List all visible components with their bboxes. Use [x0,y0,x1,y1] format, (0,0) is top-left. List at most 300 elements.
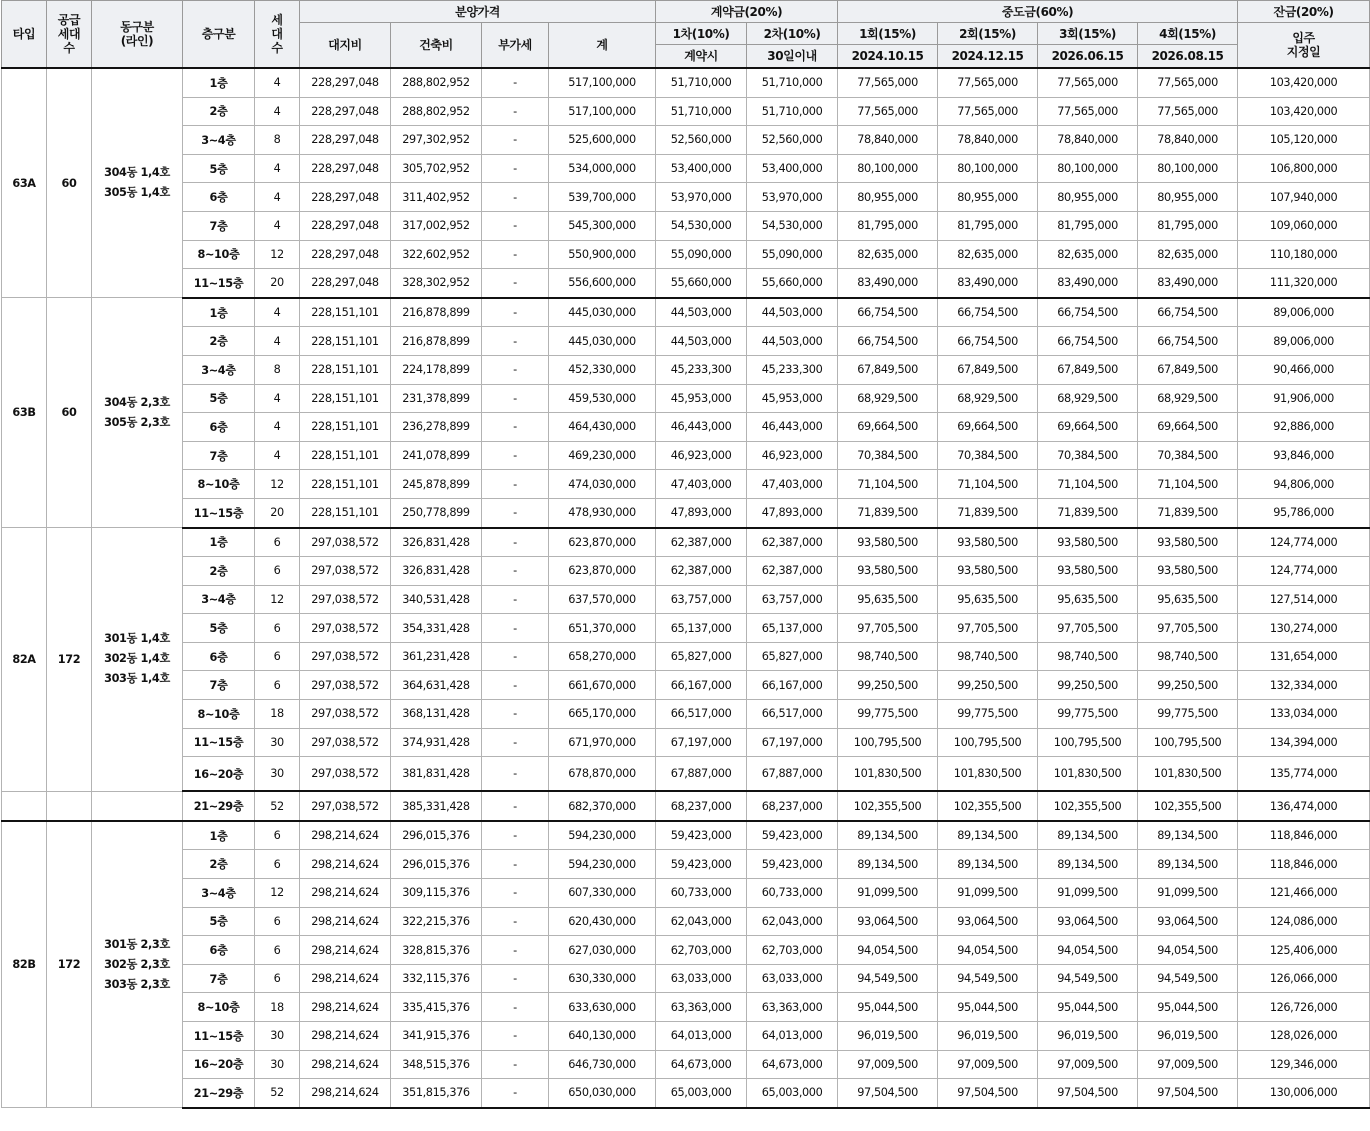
floor-cell: 1층 [183,68,255,97]
total-cell: 445,030,000 [549,298,656,327]
header-vat: 부가세 [482,23,549,69]
contract1-cell: 60,733,000 [656,879,747,908]
balance-cell: 90,466,000 [1238,355,1370,384]
contract1-cell: 44,503,000 [656,298,747,327]
total-cell: 678,870,000 [549,757,656,792]
middle1-cell: 67,849,500 [838,355,938,384]
floor-cell: 11~15층 [183,498,255,527]
contract1-cell: 47,403,000 [656,470,747,499]
middle3-cell: 98,740,500 [1038,642,1138,671]
middle3-cell: 99,250,500 [1038,671,1138,700]
vat-cell: - [482,700,549,729]
middle1-cell: 93,580,500 [838,557,938,586]
contract1-cell: 63,363,000 [656,993,747,1022]
units-cell: 8 [255,355,300,384]
total-cell: 550,900,000 [549,240,656,269]
middle2-cell: 101,830,500 [938,757,1038,792]
contract1-cell: 53,970,000 [656,183,747,212]
middle3-cell: 94,549,500 [1038,964,1138,993]
balance-cell: 133,034,000 [1238,700,1370,729]
contract1-cell: 59,423,000 [656,850,747,879]
middle4-cell: 89,134,500 [1138,821,1238,850]
middle3-cell: 89,134,500 [1038,821,1138,850]
type-cell: 63A [2,68,47,298]
contract2-cell: 65,003,000 [747,1079,838,1108]
building-cell: 241,078,899 [391,441,482,470]
total-cell: 474,030,000 [549,470,656,499]
vat-cell: - [482,585,549,614]
header-building: 건축비 [391,23,482,69]
building-cell: 361,231,428 [391,642,482,671]
middle1-cell: 77,565,000 [838,97,938,126]
land-cell: 298,214,624 [300,993,391,1022]
units-cell: 6 [255,557,300,586]
total-cell: 630,330,000 [549,964,656,993]
middle2-cell: 69,664,500 [938,413,1038,442]
middle1-cell: 71,839,500 [838,498,938,527]
middle3-cell: 66,754,500 [1038,327,1138,356]
units-cell: 20 [255,269,300,298]
contract1-cell: 68,237,000 [656,791,747,821]
vat-cell: - [482,126,549,155]
contract2-cell: 45,233,300 [747,355,838,384]
middle3-cell: 95,635,500 [1038,585,1138,614]
vat-cell: - [482,879,549,908]
building-cell: 288,802,952 [391,68,482,97]
table-row [2,614,1370,643]
middle2-cell: 89,134,500 [938,821,1038,850]
header-total: 계 [549,23,656,69]
total-cell: 517,100,000 [549,97,656,126]
price-table [1,0,1370,1109]
middle4-cell: 67,849,500 [1138,355,1238,384]
table-row [2,585,1370,614]
contract2-cell: 45,953,000 [747,384,838,413]
balance-cell: 106,800,000 [1238,154,1370,183]
contract2-cell: 67,887,000 [747,757,838,792]
header-middle4-date: 2026.08.15 [1138,45,1238,69]
table-row [2,413,1370,442]
contract1-cell: 55,090,000 [656,240,747,269]
units-cell: 12 [255,879,300,908]
middle2-cell: 71,839,500 [938,498,1038,527]
middle4-cell: 80,955,000 [1138,183,1238,212]
middle3-cell: 68,929,500 [1038,384,1138,413]
header-middle4: 4회(15%) [1138,23,1238,45]
vat-cell: - [482,528,549,557]
middle4-cell: 77,565,000 [1138,68,1238,97]
middle1-cell: 101,830,500 [838,757,938,792]
balance-cell: 95,786,000 [1238,498,1370,527]
table-row [2,728,1370,757]
floor-cell: 6층 [183,183,255,212]
middle4-cell: 77,565,000 [1138,97,1238,126]
floor-cell: 1층 [183,298,255,327]
units-cell: 4 [255,154,300,183]
contract1-cell: 54,530,000 [656,211,747,240]
middle2-cell: 67,849,500 [938,355,1038,384]
middle1-cell: 80,100,000 [838,154,938,183]
land-cell: 297,038,572 [300,671,391,700]
total-cell: 637,570,000 [549,585,656,614]
total-cell: 682,370,000 [549,791,656,821]
middle2-cell: 93,580,500 [938,557,1038,586]
balance-cell: 125,406,000 [1238,936,1370,965]
middle1-cell: 77,565,000 [838,68,938,97]
middle2-cell: 97,009,500 [938,1050,1038,1079]
land-cell: 228,151,101 [300,498,391,527]
total-cell: 594,230,000 [549,850,656,879]
units-cell: 4 [255,97,300,126]
units-cell: 8 [255,126,300,155]
middle4-cell: 97,705,500 [1138,614,1238,643]
header-middle1: 1회(15%) [838,23,938,45]
middle1-cell: 81,795,000 [838,211,938,240]
table-row [2,97,1370,126]
middle3-cell: 89,134,500 [1038,850,1138,879]
units-cell: 6 [255,671,300,700]
total-cell: 594,230,000 [549,821,656,850]
land-cell: 298,214,624 [300,821,391,850]
table-row [2,700,1370,729]
total-cell: 620,430,000 [549,907,656,936]
middle3-cell: 100,795,500 [1038,728,1138,757]
balance-cell: 91,906,000 [1238,384,1370,413]
units-cell: 30 [255,728,300,757]
balance-cell: 135,774,000 [1238,757,1370,792]
contract1-cell: 64,013,000 [656,1022,747,1051]
vat-cell: - [482,850,549,879]
land-cell: 228,297,048 [300,154,391,183]
land-cell: 297,038,572 [300,642,391,671]
middle3-cell: 82,635,000 [1038,240,1138,269]
contract1-cell: 45,233,300 [656,355,747,384]
units-cell: 6 [255,642,300,671]
supply-cell: 172 [47,821,92,1108]
building-cell: 354,331,428 [391,614,482,643]
units-cell: 4 [255,298,300,327]
land-cell: 298,214,624 [300,879,391,908]
vat-cell: - [482,183,549,212]
floor-cell: 16~20층 [183,757,255,792]
vat-cell: - [482,614,549,643]
contract1-cell: 44,503,000 [656,327,747,356]
header-middle2-date: 2024.12.15 [938,45,1038,69]
building-cell: 364,631,428 [391,671,482,700]
balance-cell: 118,846,000 [1238,850,1370,879]
middle2-cell: 99,250,500 [938,671,1038,700]
middle1-cell: 95,635,500 [838,585,938,614]
contract2-cell: 53,400,000 [747,154,838,183]
contract2-cell: 64,013,000 [747,1022,838,1051]
table-row [2,68,1370,97]
building-cell: 216,878,899 [391,298,482,327]
middle2-cell: 102,355,500 [938,791,1038,821]
middle1-cell: 94,054,500 [838,936,938,965]
contract2-cell: 53,970,000 [747,183,838,212]
balance-cell: 134,394,000 [1238,728,1370,757]
contract2-cell: 55,660,000 [747,269,838,298]
floor-cell: 7층 [183,671,255,700]
middle4-cell: 89,134,500 [1138,850,1238,879]
type-cell: 63B [2,298,47,528]
middle3-cell: 71,104,500 [1038,470,1138,499]
contract2-cell: 64,673,000 [747,1050,838,1079]
middle3-cell: 80,955,000 [1038,183,1138,212]
balance-cell: 109,060,000 [1238,211,1370,240]
total-cell: 445,030,000 [549,327,656,356]
middle1-cell: 95,044,500 [838,993,938,1022]
contract2-cell: 68,237,000 [747,791,838,821]
contract2-cell: 62,703,000 [747,936,838,965]
middle1-cell: 93,580,500 [838,528,938,557]
land-cell: 297,038,572 [300,557,391,586]
building-cell: 385,331,428 [391,791,482,821]
header-price-group: 분양가격 [300,1,656,23]
middle1-cell: 98,740,500 [838,642,938,671]
units-cell: 6 [255,614,300,643]
contract2-cell: 65,137,000 [747,614,838,643]
contract1-cell: 67,197,000 [656,728,747,757]
vat-cell: - [482,68,549,97]
middle4-cell: 101,830,500 [1138,757,1238,792]
total-cell: 651,370,000 [549,614,656,643]
middle2-cell: 83,490,000 [938,269,1038,298]
contract2-cell: 51,710,000 [747,97,838,126]
middle2-cell: 80,100,000 [938,154,1038,183]
middle1-cell: 68,929,500 [838,384,938,413]
vat-cell: - [482,1079,549,1108]
middle4-cell: 97,504,500 [1138,1079,1238,1108]
land-cell: 298,214,624 [300,1079,391,1108]
middle4-cell: 97,009,500 [1138,1050,1238,1079]
middle3-cell: 96,019,500 [1038,1022,1138,1051]
middle4-cell: 68,929,500 [1138,384,1238,413]
total-cell: 671,970,000 [549,728,656,757]
middle1-cell: 97,009,500 [838,1050,938,1079]
units-cell: 30 [255,1050,300,1079]
middle1-cell: 94,549,500 [838,964,938,993]
middle2-cell: 77,565,000 [938,68,1038,97]
middle2-cell: 94,549,500 [938,964,1038,993]
units-cell: 18 [255,993,300,1022]
land-cell: 228,151,101 [300,441,391,470]
vat-cell: - [482,728,549,757]
middle4-cell: 78,840,000 [1138,126,1238,155]
floor-cell: 21~29층 [183,791,255,821]
middle4-cell: 99,775,500 [1138,700,1238,729]
middle3-cell: 94,054,500 [1038,936,1138,965]
floor-cell: 5층 [183,907,255,936]
header-balance-when: 입주 지정일 [1238,23,1370,69]
middle3-cell: 81,795,000 [1038,211,1138,240]
land-cell: 297,038,572 [300,614,391,643]
middle4-cell: 98,740,500 [1138,642,1238,671]
contract2-cell: 44,503,000 [747,298,838,327]
table-row [2,327,1370,356]
building-cell: 326,831,428 [391,557,482,586]
building-cell: 296,015,376 [391,821,482,850]
land-cell: 298,214,624 [300,1022,391,1051]
vat-cell: - [482,327,549,356]
middle2-cell: 66,754,500 [938,298,1038,327]
vat-cell: - [482,671,549,700]
land-cell: 297,038,572 [300,585,391,614]
total-cell: 627,030,000 [549,936,656,965]
middle2-cell: 97,504,500 [938,1079,1038,1108]
contract1-cell: 52,560,000 [656,126,747,155]
balance-cell: 121,466,000 [1238,879,1370,908]
floor-cell: 1층 [183,528,255,557]
middle1-cell: 97,504,500 [838,1079,938,1108]
line-cell [92,791,183,821]
middle3-cell: 80,100,000 [1038,154,1138,183]
contract2-cell: 46,923,000 [747,441,838,470]
middle2-cell: 70,384,500 [938,441,1038,470]
table-row [2,441,1370,470]
header-contract-group: 계약금(20%) [656,1,838,23]
contract2-cell: 65,827,000 [747,642,838,671]
building-cell: 296,015,376 [391,850,482,879]
contract1-cell: 65,137,000 [656,614,747,643]
contract2-cell: 55,090,000 [747,240,838,269]
units-cell: 20 [255,498,300,527]
table-row [2,907,1370,936]
building-cell: 326,831,428 [391,528,482,557]
table-row [2,1022,1370,1051]
building-cell: 340,531,428 [391,585,482,614]
building-cell: 236,278,899 [391,413,482,442]
table-row [2,850,1370,879]
supply-cell: 172 [47,528,92,792]
floor-cell: 3~4층 [183,355,255,384]
total-cell: 459,530,000 [549,384,656,413]
table-row [2,757,1370,792]
line-cell: 301동 1,4호 302동 1,4호 303동 1,4호 [92,528,183,792]
table-body [2,68,1370,1108]
balance-cell: 132,334,000 [1238,671,1370,700]
table-header [2,1,1370,69]
type-cell: 82B [2,821,47,1108]
middle1-cell: 102,355,500 [838,791,938,821]
table-row [2,498,1370,527]
vat-cell: - [482,757,549,792]
header-middle3: 3회(15%) [1038,23,1138,45]
total-cell: 478,930,000 [549,498,656,527]
units-cell: 30 [255,1022,300,1051]
units-cell: 52 [255,1079,300,1108]
land-cell: 228,151,101 [300,355,391,384]
middle2-cell: 78,840,000 [938,126,1038,155]
vat-cell: - [482,1022,549,1051]
line-cell: 304동 2,3호 305동 2,3호 [92,298,183,528]
header-middle1-date: 2024.10.15 [838,45,938,69]
balance-cell: 124,086,000 [1238,907,1370,936]
land-cell: 228,151,101 [300,298,391,327]
balance-cell: 128,026,000 [1238,1022,1370,1051]
contract2-cell: 44,503,000 [747,327,838,356]
contract2-cell: 46,443,000 [747,413,838,442]
middle2-cell: 95,635,500 [938,585,1038,614]
contract1-cell: 51,710,000 [656,97,747,126]
contract1-cell: 62,387,000 [656,557,747,586]
vat-cell: - [482,154,549,183]
header-middle2: 2회(15%) [938,23,1038,45]
contract1-cell: 62,703,000 [656,936,747,965]
balance-cell: 127,514,000 [1238,585,1370,614]
building-cell: 381,831,428 [391,757,482,792]
header-floor: 층구분 [183,1,255,69]
balance-cell: 136,474,000 [1238,791,1370,821]
units-cell: 12 [255,470,300,499]
table-row [2,528,1370,557]
middle2-cell: 82,635,000 [938,240,1038,269]
contract2-cell: 66,517,000 [747,700,838,729]
units-cell: 4 [255,183,300,212]
building-cell: 348,515,376 [391,1050,482,1079]
middle2-cell: 97,705,500 [938,614,1038,643]
supply-cell: 60 [47,298,92,528]
table-row [2,355,1370,384]
contract2-cell: 52,560,000 [747,126,838,155]
table-row [2,557,1370,586]
units-cell: 6 [255,850,300,879]
floor-cell: 3~4층 [183,585,255,614]
vat-cell: - [482,355,549,384]
vat-cell: - [482,557,549,586]
vat-cell: - [482,470,549,499]
table-row [2,964,1370,993]
land-cell: 228,151,101 [300,470,391,499]
middle1-cell: 82,635,000 [838,240,938,269]
units-cell: 4 [255,327,300,356]
building-cell: 322,602,952 [391,240,482,269]
balance-cell: 130,274,000 [1238,614,1370,643]
balance-cell: 129,346,000 [1238,1050,1370,1079]
land-cell: 298,214,624 [300,850,391,879]
floor-cell: 6층 [183,936,255,965]
land-cell: 228,297,048 [300,183,391,212]
contract2-cell: 59,423,000 [747,850,838,879]
contract1-cell: 63,033,000 [656,964,747,993]
floor-cell: 7층 [183,964,255,993]
table-row [2,1050,1370,1079]
middle3-cell: 93,580,500 [1038,528,1138,557]
balance-cell: 103,420,000 [1238,68,1370,97]
middle3-cell: 93,580,500 [1038,557,1138,586]
units-cell: 4 [255,68,300,97]
building-cell: 309,115,376 [391,879,482,908]
middle1-cell: 71,104,500 [838,470,938,499]
units-cell: 6 [255,528,300,557]
land-cell: 297,038,572 [300,757,391,792]
building-cell: 224,178,899 [391,355,482,384]
middle4-cell: 96,019,500 [1138,1022,1238,1051]
middle4-cell: 69,664,500 [1138,413,1238,442]
total-cell: 517,100,000 [549,68,656,97]
contract1-cell: 62,387,000 [656,528,747,557]
land-cell: 228,151,101 [300,413,391,442]
total-cell: 623,870,000 [549,528,656,557]
table-row [2,298,1370,327]
middle4-cell: 99,250,500 [1138,671,1238,700]
floor-cell: 11~15층 [183,269,255,298]
table-row [2,993,1370,1022]
building-cell: 311,402,952 [391,183,482,212]
building-cell: 368,131,428 [391,700,482,729]
building-cell: 332,115,376 [391,964,482,993]
middle1-cell: 91,099,500 [838,879,938,908]
